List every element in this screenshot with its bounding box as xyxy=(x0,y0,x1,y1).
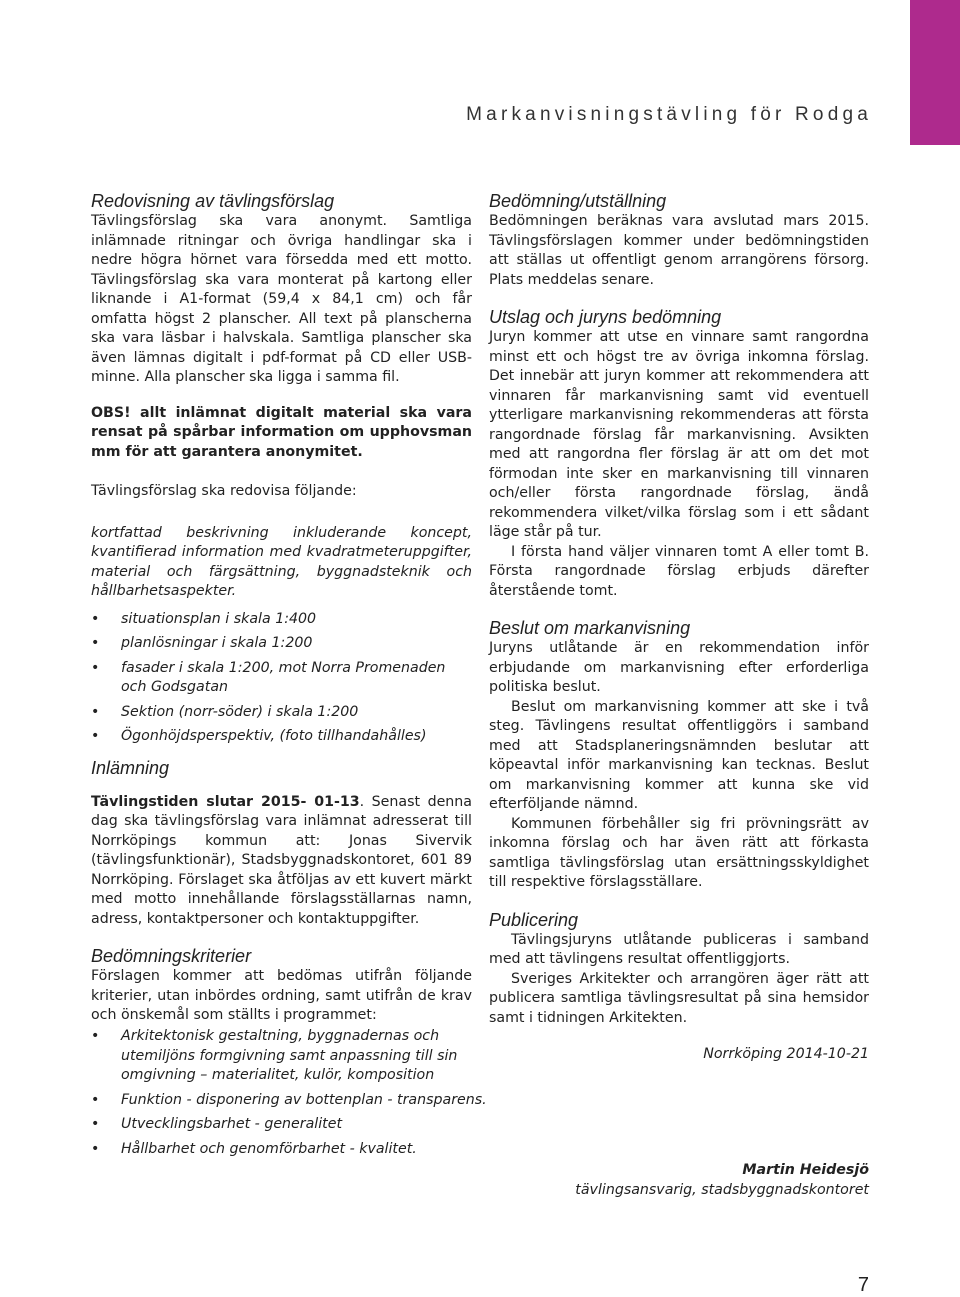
list-item: • Arkitektonisk gestaltning, byggnadernas och utemiljöns formgivning samt anpassning till sin omgivning – materialitet, kulör, komposition xyxy=(91,1027,491,1086)
list-item: • Utvecklingsbarhet - generalitet xyxy=(91,1115,491,1135)
inlamning-text: . Senast denna dag ska tävlingsförslag vara inlämnat adresserat till Norrköpings kommun att: Jonas Sivervik (tävlingsfunktionär), Stadsbyggnadskontoret, 601 89 Norrköping. Förslaget ska åtföljas av ett kuvert märkt med motto innehållande förslagsställarnas namn, adress, kontaktpersoner och kontaktuppgifter. xyxy=(91,793,472,927)
paragraph-bedomning: Bedömningen beräknas vara avslutad mars 2015. Tävlingsförslagen kommer under bedömningstiden att ställas ut offentligt genom arrangörens försorg. Plats meddelas senare. xyxy=(489,213,869,288)
left-column xyxy=(91,190,472,1026)
paragraph-inlamning xyxy=(91,793,472,930)
right-column xyxy=(489,190,869,1028)
list-item: • Funktion - disponering av bottenplan - transparens. xyxy=(91,1091,491,1111)
list-item: • planlösningar i skala 1:200 xyxy=(91,634,472,654)
requirements-list xyxy=(91,610,472,747)
list-item: • situationsplan i skala 1:400 xyxy=(91,610,472,630)
criteria-list xyxy=(91,1027,491,1159)
heading-kriterier: Bedömningskriterier xyxy=(91,946,252,966)
paragraph-kortfattad: kortfattad beskrivning inkluderande koncept, kvantifierad information med kvadratmeteruppgifter, material och färgsättning, byggnadsteknik och hållbarhetsaspekter. xyxy=(91,524,472,599)
page-header-title: Markanvisningstävling för Rodga xyxy=(466,104,872,125)
paragraph-redovisning: Tävlingsförslag ska vara anonymt. Samtliga inlämnade ritningar och övriga handlingar ska i nedre högra hörnet vara försedda med ett motto. Tävlingsförslag ska vara monterat på kartong eller liknande i A1-format (59,4 x 84,1 cm) och får omfatta högst 2 planscher. All text på planscherna ska vara läsbar i halvskala. Samtliga planscher ska även lämnas digitalt i pdf-format på CD eller USB-minne. Alla planscher ska ligga i samma fil. xyxy=(91,213,472,385)
heading-beslut: Beslut om markanvisning xyxy=(489,618,691,638)
list-item: • fasader i skala 1:200, mot Norra Promenaden och Godsgatan xyxy=(91,659,472,698)
paragraph-kriterier: Förslagen kommer att bedömas utifrån följande kriterier, utan inbördes ordning, samt utifrån de krav och önskemål som ställts i programmet: xyxy=(91,968,472,1023)
criteria-list-container xyxy=(91,1027,491,1164)
signer-name: Martin Heidesjö xyxy=(742,1162,869,1178)
paragraph-publicering-1: Tävlingsjuryns utlåtande publiceras i samband med att tävlingens resultat offentliggjorts. xyxy=(489,931,869,967)
list-item: • Sektion (norr-söder) i skala 1:200 xyxy=(91,703,472,723)
heading-publicering: Publicering xyxy=(489,909,579,930)
paragraph-redovisa: Tävlingsförslag ska redovisa följande: xyxy=(91,483,357,499)
list-item: • Ögonhöjdsperspektiv, (foto tillhandahålles) xyxy=(91,727,472,747)
obs-notice: OBS! allt inlämnat digitalt material ska vara rensat på spårbar information om upphovsman mm för att garantera anonymitet. xyxy=(91,404,472,460)
paragraph-publicering-2: Sveriges Arkitekter och arrangören äger rätt att publicera samtliga tävlingsresultat på sina hemsidor samt i tidningen Arkitekten. xyxy=(489,970,869,1026)
page-number: 7 xyxy=(857,1274,869,1296)
heading-redovisning: Redovisning av tävlingsförslag xyxy=(91,191,335,211)
paragraph-beslut-3: Kommunen förbehåller sig fri prövningsrätt av inkomna förslag och har även rätt att förkasta samtliga tävlingsförslag utan ersättningsskyldighet till respektive förslagsställare. xyxy=(489,815,869,890)
heading-bedomning: Bedömning/utställning xyxy=(489,191,667,211)
paragraph-beslut-1: Juryns utlåtande är en rekommendation inför erbjudande om markanvisning efter erforderliga politiska beslut. xyxy=(489,640,869,695)
heading-inlamning: Inlämning xyxy=(91,757,170,778)
paragraph-utslag-1: Juryn kommer att utse en vinnare samt rangordna minst ett och högst tre av övriga inkomna förslag. Det innebär att juryn kommer att rekommendera att vinnaren får markanvisning samt vid eventuell ytterligare markanvisning rekommenderas att första rangordnade förslag får markanvisning. Avsikten med att rangordna fler förslag är att om det mot förmodan inte sker en markanvisning till vinnaren och/eller första rangordnade förslag, ändå rekommendera vilket/vilka förslag som i ett sådant läge står på tur. xyxy=(489,329,869,540)
paragraph-utslag-2: I första hand väljer vinnaren tomt A eller tomt B. Första rangordnade förslag erbjuds därefter återstående tomt. xyxy=(489,543,869,599)
signature-date: Norrköping 2014-10-21 xyxy=(703,1046,869,1062)
signer-role: tävlingsansvarig, stadsbyggnadskontoret xyxy=(575,1181,869,1198)
list-item: • Hållbarhet och genomförbarhet - kvalitet. xyxy=(91,1140,491,1160)
paragraph-beslut-2: Beslut om markanvisning kommer att ske i två steg. Tävlingens resultat offentliggörs i samband med att Stadsplaneringsnämnden beslutar att köpeavtal inför markanvisning kan tecknas. Beslut om markanvisning kommer att kunna ske vid efterföljande nämnd. xyxy=(489,698,869,812)
signature-block xyxy=(560,1161,869,1200)
heading-utslag: Utslag och juryns bedömning xyxy=(489,307,722,327)
deadline-text: Tävlingstiden slutar 2015- 01-13 xyxy=(91,793,360,810)
accent-bar xyxy=(910,0,960,145)
